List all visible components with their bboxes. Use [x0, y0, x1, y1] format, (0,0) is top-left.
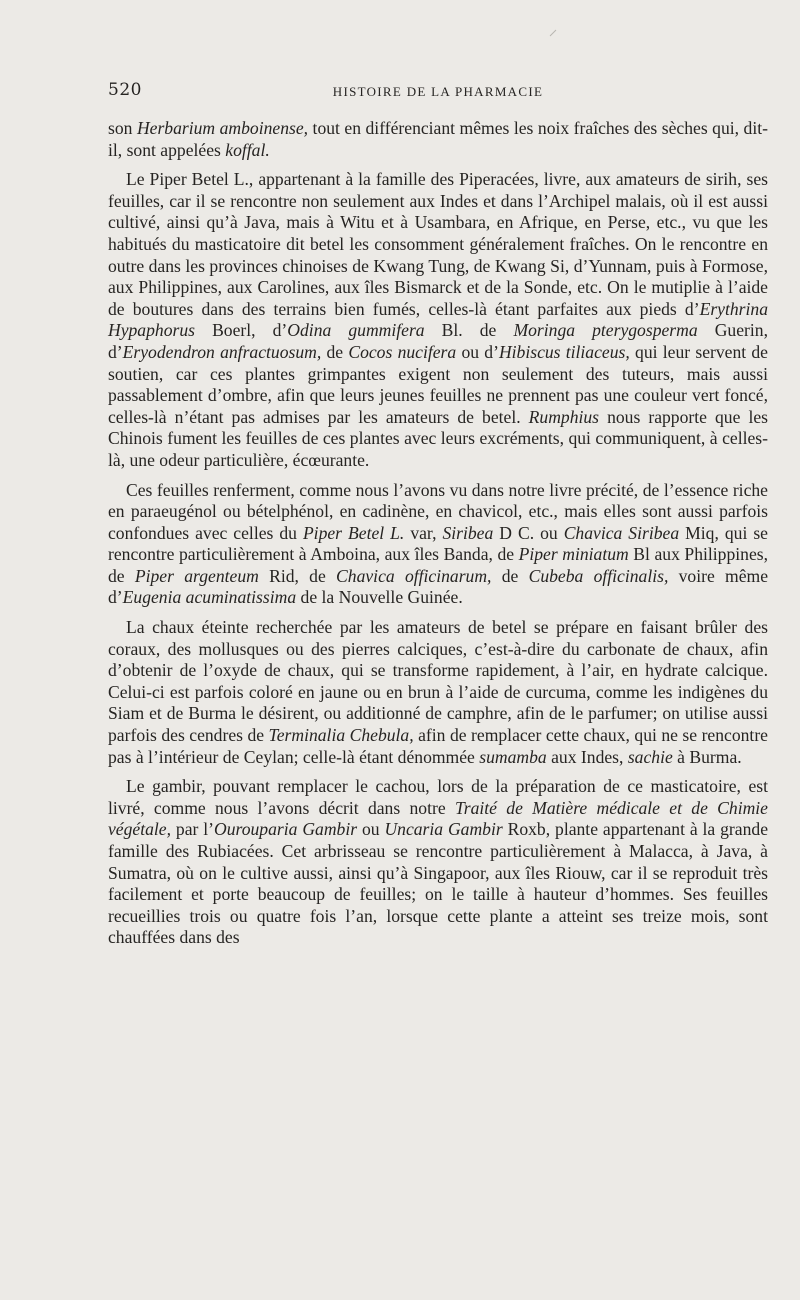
italic-term: Uncaria Gambir: [384, 819, 503, 840]
text-run: Le gambir, pouvant remplacer le cachou, lors de la préparation de ce masticatoire, est livré, comme nous l’avons décrit dans notre: [108, 776, 768, 818]
paragraph: [108, 617, 768, 768]
italic-term: Herbarium amboinense,: [136, 118, 309, 138]
italic-term: sumamba: [479, 746, 547, 767]
text-run: Bl. de: [424, 320, 514, 341]
italic-term: Ourouparia Gambir: [214, 819, 358, 840]
italic-term: Rumphius: [528, 406, 600, 427]
italic-term: Chavica officinarum,: [336, 565, 492, 586]
text-run: voire même d’: [108, 565, 769, 608]
italic-term: Cubeba officinalis,: [528, 565, 669, 586]
pencil-mark: [548, 28, 558, 38]
italic-term: Traité de Matière médicale et de Chimie végétale,: [108, 797, 768, 840]
paragraph: [108, 169, 768, 471]
italic-term: Cocos nucifera: [348, 341, 457, 362]
italic-term: Piper Betel L.: [302, 522, 405, 543]
italic-term: Hibiscus tiliaceus,: [498, 341, 630, 362]
text-run: à Burma.: [672, 746, 742, 767]
text-run: Bl aux Philippines, de: [108, 544, 768, 586]
text-run: son: [108, 118, 137, 138]
text-run: par l’: [171, 819, 215, 840]
italic-term: Erythrina Hypaphorus: [108, 298, 768, 341]
text-run: qui leur servent de soutien, car ces plantes grimpantes exigent non seulement des tuteurs, mais aussi passablement d’ombre, afin que leurs jeunes feuilles ne prennent pas une couleur vert foncé, celles-là n’étant pas admises par les amateurs de betel.: [108, 341, 768, 427]
italic-term: sachie: [627, 746, 673, 767]
text-run: Roxb, plante appartenant à la grande famille des Rubiacées. Cet arbrisseau se rencontre particulièrement à Malacca, à Java, à Sumatra, où on le cultive aussi, ainsi qu’à Singapoor, aux îles Riouw, car il se reproduit très facilement et porte beaucoup de feuilles; on le taille à hauteur d’hommes. Ses feuilles recueillies trois ou quatre fois l’an, lorsque cette plante a atteint ses treize mois, sont chauffées dans des: [108, 819, 768, 948]
italic-term: Odina gummifera: [287, 320, 425, 341]
text-run: var,: [404, 522, 443, 543]
text-run: ou: [357, 819, 385, 840]
text-run: ou d’: [456, 341, 499, 362]
text-run: afin de remplacer cette chaux, qui ne se rencontre pas à l’intérieur de Ceylan; celle-là étant dénommée: [108, 725, 768, 767]
paragraph: [108, 480, 768, 610]
text-run: Ces feuilles renferment, comme nous l’avons vu dans notre livre précité, de l’essence riche en paraeugénol ou bételphénol, en cadinène, en chavicol, etc., mais elles sont aussi parfois confondues avec celles du: [108, 479, 768, 543]
italic-term: Siribea: [442, 522, 494, 543]
text-run: de la Nouvelle Guinée.: [296, 587, 463, 608]
text-run: de: [491, 565, 529, 586]
text-run: aux Indes,: [546, 746, 628, 767]
text-run: tout en différenciant mêmes les noix fraîches des sèches qui, dit-il, sont appelées: [108, 118, 768, 160]
page-number: 520: [108, 80, 142, 100]
text-run: Miq, qui se rencontre particulièrement à Amboina, aux îles Banda, de: [108, 522, 768, 565]
body-text: [108, 118, 768, 949]
italic-term: Piper miniatum: [518, 544, 629, 565]
paragraph: [108, 776, 768, 949]
italic-term: Eugenia acuminatissima: [122, 587, 297, 608]
paragraph: [108, 118, 768, 161]
text-run: nous rapporte que les Chinois fument les feuilles de ces plantes avec leurs excréments, qui communiquent, à celles-là, une odeur particulière, écœurante.: [108, 406, 768, 470]
text-run: D C. ou: [493, 522, 564, 543]
italic-term: koffal.: [225, 139, 270, 160]
italic-term: Chavica Siribea: [563, 522, 680, 543]
text-run: Guerin, d’: [108, 320, 768, 362]
text-run: La chaux éteinte recherchée par les amateurs de betel se prépare en faisant brûler des coraux, des mollusques ou des pierres calciques, c’est-à-dire du carbonate de chaux, afin d’obtenir de l’oxyde de chaux, qui se transforme rapidement, à l’air, en hydrate calcique. Celui-ci est parfois coloré en jaune ou en brun à l’aide de curcuma, comme les indigènes du Siam et de Burma le désirent, ou additionné de camphre, afin de le parfumer; on utilise aussi parfois des cendres de: [108, 617, 768, 746]
text-run: de: [321, 341, 349, 362]
text-run: Boerl, d’: [195, 320, 288, 341]
italic-term: Terminalia Chebula,: [268, 725, 414, 746]
running-title: HISTOIRE DE LA PHARMACIE: [332, 84, 544, 99]
text-run: Le Piper Betel L., appartenant à la famille des Piperacées, livre, aux amateurs de sirih, ses feuilles, car il se rencontre non seulement aux Indes et dans l’Archipel malais, où il est aussi cultivé, ainsi qu’à Java, mais à Witu et à Usambara, en Afrique, en Perse, etc., vu que les habitués du masticatoire dit betel les consomment généralement fraîches. On le rencontre en outre dans les provinces chinoises de Kwang Tung, de Kwang Si, d’Yunnam, puis à Formose, aux Philippines, aux Carolines, aux îles Bismarck et de la Sonde, etc. On le mutiplie à l’aide de boutures dans des terrains bien fumés, celles-là étant parfaites aux pieds d’: [108, 169, 768, 319]
italic-term: Piper argenteum: [134, 565, 259, 586]
text-run: Rid, de: [258, 565, 337, 586]
italic-term: Eryodendron anfractuosum,: [122, 341, 322, 362]
running-head: [108, 80, 768, 104]
italic-term: Moringa pterygosperma: [513, 320, 698, 341]
